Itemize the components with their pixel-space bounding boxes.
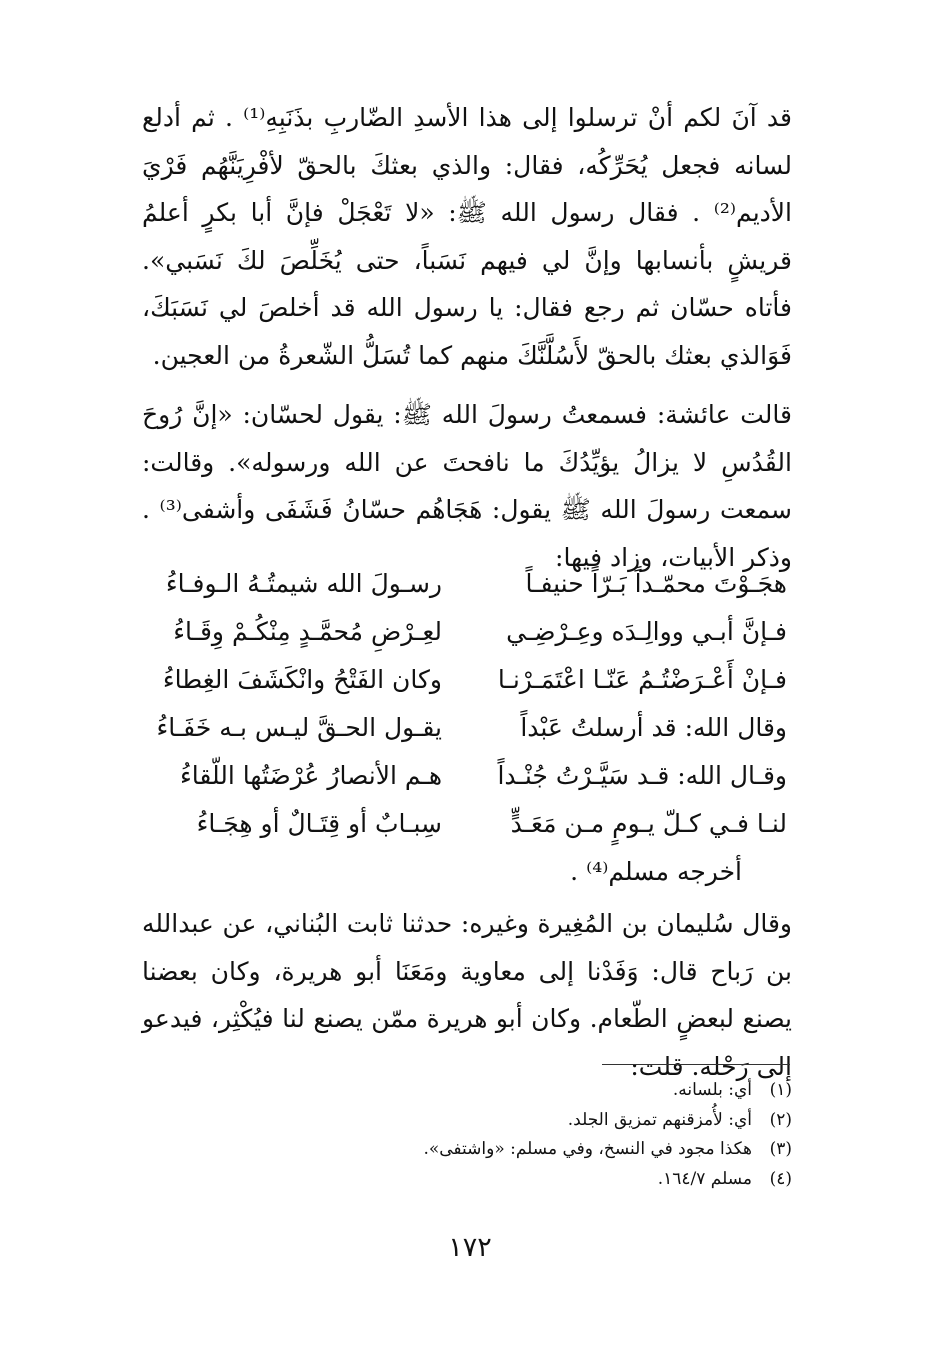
footnotes	[142, 1076, 792, 1194]
verse-second-hemistich: وكان الفَتْحُ وانْكَشَفَ الغِطاءُ	[162, 665, 442, 694]
footnote-divider	[602, 1064, 790, 1065]
verse-second-hemistich: رسـولَ الله شيمتُـهُ الـوفـاءُ	[165, 569, 442, 598]
footnote-number: (٤)	[769, 1168, 792, 1189]
footnote-text: مسلم ١٦٤/٧.	[657, 1168, 752, 1189]
footnote	[142, 1135, 792, 1165]
footnote-number: (٣)	[769, 1139, 792, 1159]
verse-first-hemistich: وقال الله: قد أرسلتُ عَبْداً	[520, 713, 787, 742]
verse-second-hemistich: سِبـابٌ أو قِتَـالٌ أو هِجَـاءُ	[196, 809, 442, 838]
poem	[142, 560, 792, 896]
verse-second-hemistich: يقـول الحـقَّ ليـس بـه خَفَـاءُ	[156, 713, 442, 742]
poem-verse	[142, 608, 792, 656]
footnote-text: أي: بلسانه.	[672, 1080, 752, 1100]
footnote-text: أي: لأُمزقنهم تمزيق الجلد.	[567, 1109, 752, 1130]
verse-first-hemistich: هجَـوْتَ محمّـداً بَـرّاً حنيفـاً	[525, 569, 787, 598]
paragraph-1: قد آنَ لكم أنْ ترسلوا إلى هذا الأسدِ الضّاربِ بذَنَبِهِ⁽¹⁾ . ثم أدلع لسانه فجعل يُحَرِّكُه، فقال: والذي بعثكَ بالحقّ لأفْرِيَنَّهُم فَرْيَ الأديم⁽²⁾ . فقال رسول الله ﷺ: «لا تَعْجَلْ فإنَّ أبا بكرٍ أعلمُ قريشٍ بأنسابها وإنَّ لي فيهم نَسَباً، حتى يُخَلِّصَ لكَ نَسَبي». فأتاه حسّان ثم رجع فقال: يا رسول الله قد أخلصَ لي نَسَبَكَ، فَوَالذي بعثك بالحقّ لأَسُلَّنَّكَ منهم كما تُسَلُّ الشّعرةُ من العجين.	[142, 103, 792, 370]
paragraph-2: قالت عائشة: فسمعتُ رسولَ الله ﷺ: يقول لحسّان: «إنَّ رُوحَ القُدُسِ لا يزالُ يؤيِّدُكَ ما نافحتَ عن الله ورسوله». وقالت: سمعت رسولَ الله ﷺ يقول: هَجَاهُم حسّانُ فَشَفَى وأشفى⁽³⁾ . وذكر الأبيات، وزاد فيها:	[142, 400, 792, 572]
verse-first-hemistich: لنـا فـي كـلّ يـومٍ مـن مَعَـدٍّ	[510, 809, 787, 838]
poem-verse	[142, 752, 792, 800]
verse-second-hemistich: هـم الأنصارُ عُرْضَتُها اللّقاءُ	[180, 761, 442, 790]
footnote-text: هكذا مجود في النسخ، وفي مسلم: «واشتفى».	[423, 1139, 752, 1159]
footnote-number: (٢)	[769, 1109, 792, 1130]
poem-verse	[142, 800, 792, 848]
verse-second-hemistich: لعِـرْضِ مُحمَّـدٍ مِنْكُـمْ وِقَـاءُ	[173, 617, 442, 646]
poem-verse	[142, 704, 792, 752]
verse-first-hemistich: فـإنَّ أبـي ووالِـدَه وعِـرْضِـي	[506, 617, 787, 646]
footnote-number: (١)	[769, 1080, 792, 1100]
poem-verse	[142, 560, 792, 608]
poem-verse	[142, 656, 792, 704]
poem-attribution: أخرجه مسلم⁽⁴⁾ .	[570, 857, 742, 886]
footnote	[142, 1165, 792, 1195]
paragraph-3: وقال سُليمان بن المُغِيرة وغيره: حدثنا ثابت البُناني، عن عبدالله بن رَباح قال: وَفَدْنا إلى معاوية ومَعَنَا أبو هريرة، وكان بعضنا يصنع لبعضٍ الطّعام. وكان أبو هريرة ممّن يصنع لنا فيُكْثِر، فيدعو إلى رَحْله. قلت:	[142, 909, 792, 1081]
page-number: ١٧٢	[448, 1232, 492, 1263]
verse-first-hemistich: فـإنْ أَعْـرَضْتُـمُ عَنّـا اعْتَمَـرْنـا	[497, 665, 787, 694]
main-text	[142, 94, 792, 581]
footnote	[142, 1076, 792, 1106]
footnote	[142, 1106, 792, 1136]
verse-first-hemistich: وقـال الله: قـد سَيَّـرْتُ جُنْـداً	[497, 761, 787, 790]
